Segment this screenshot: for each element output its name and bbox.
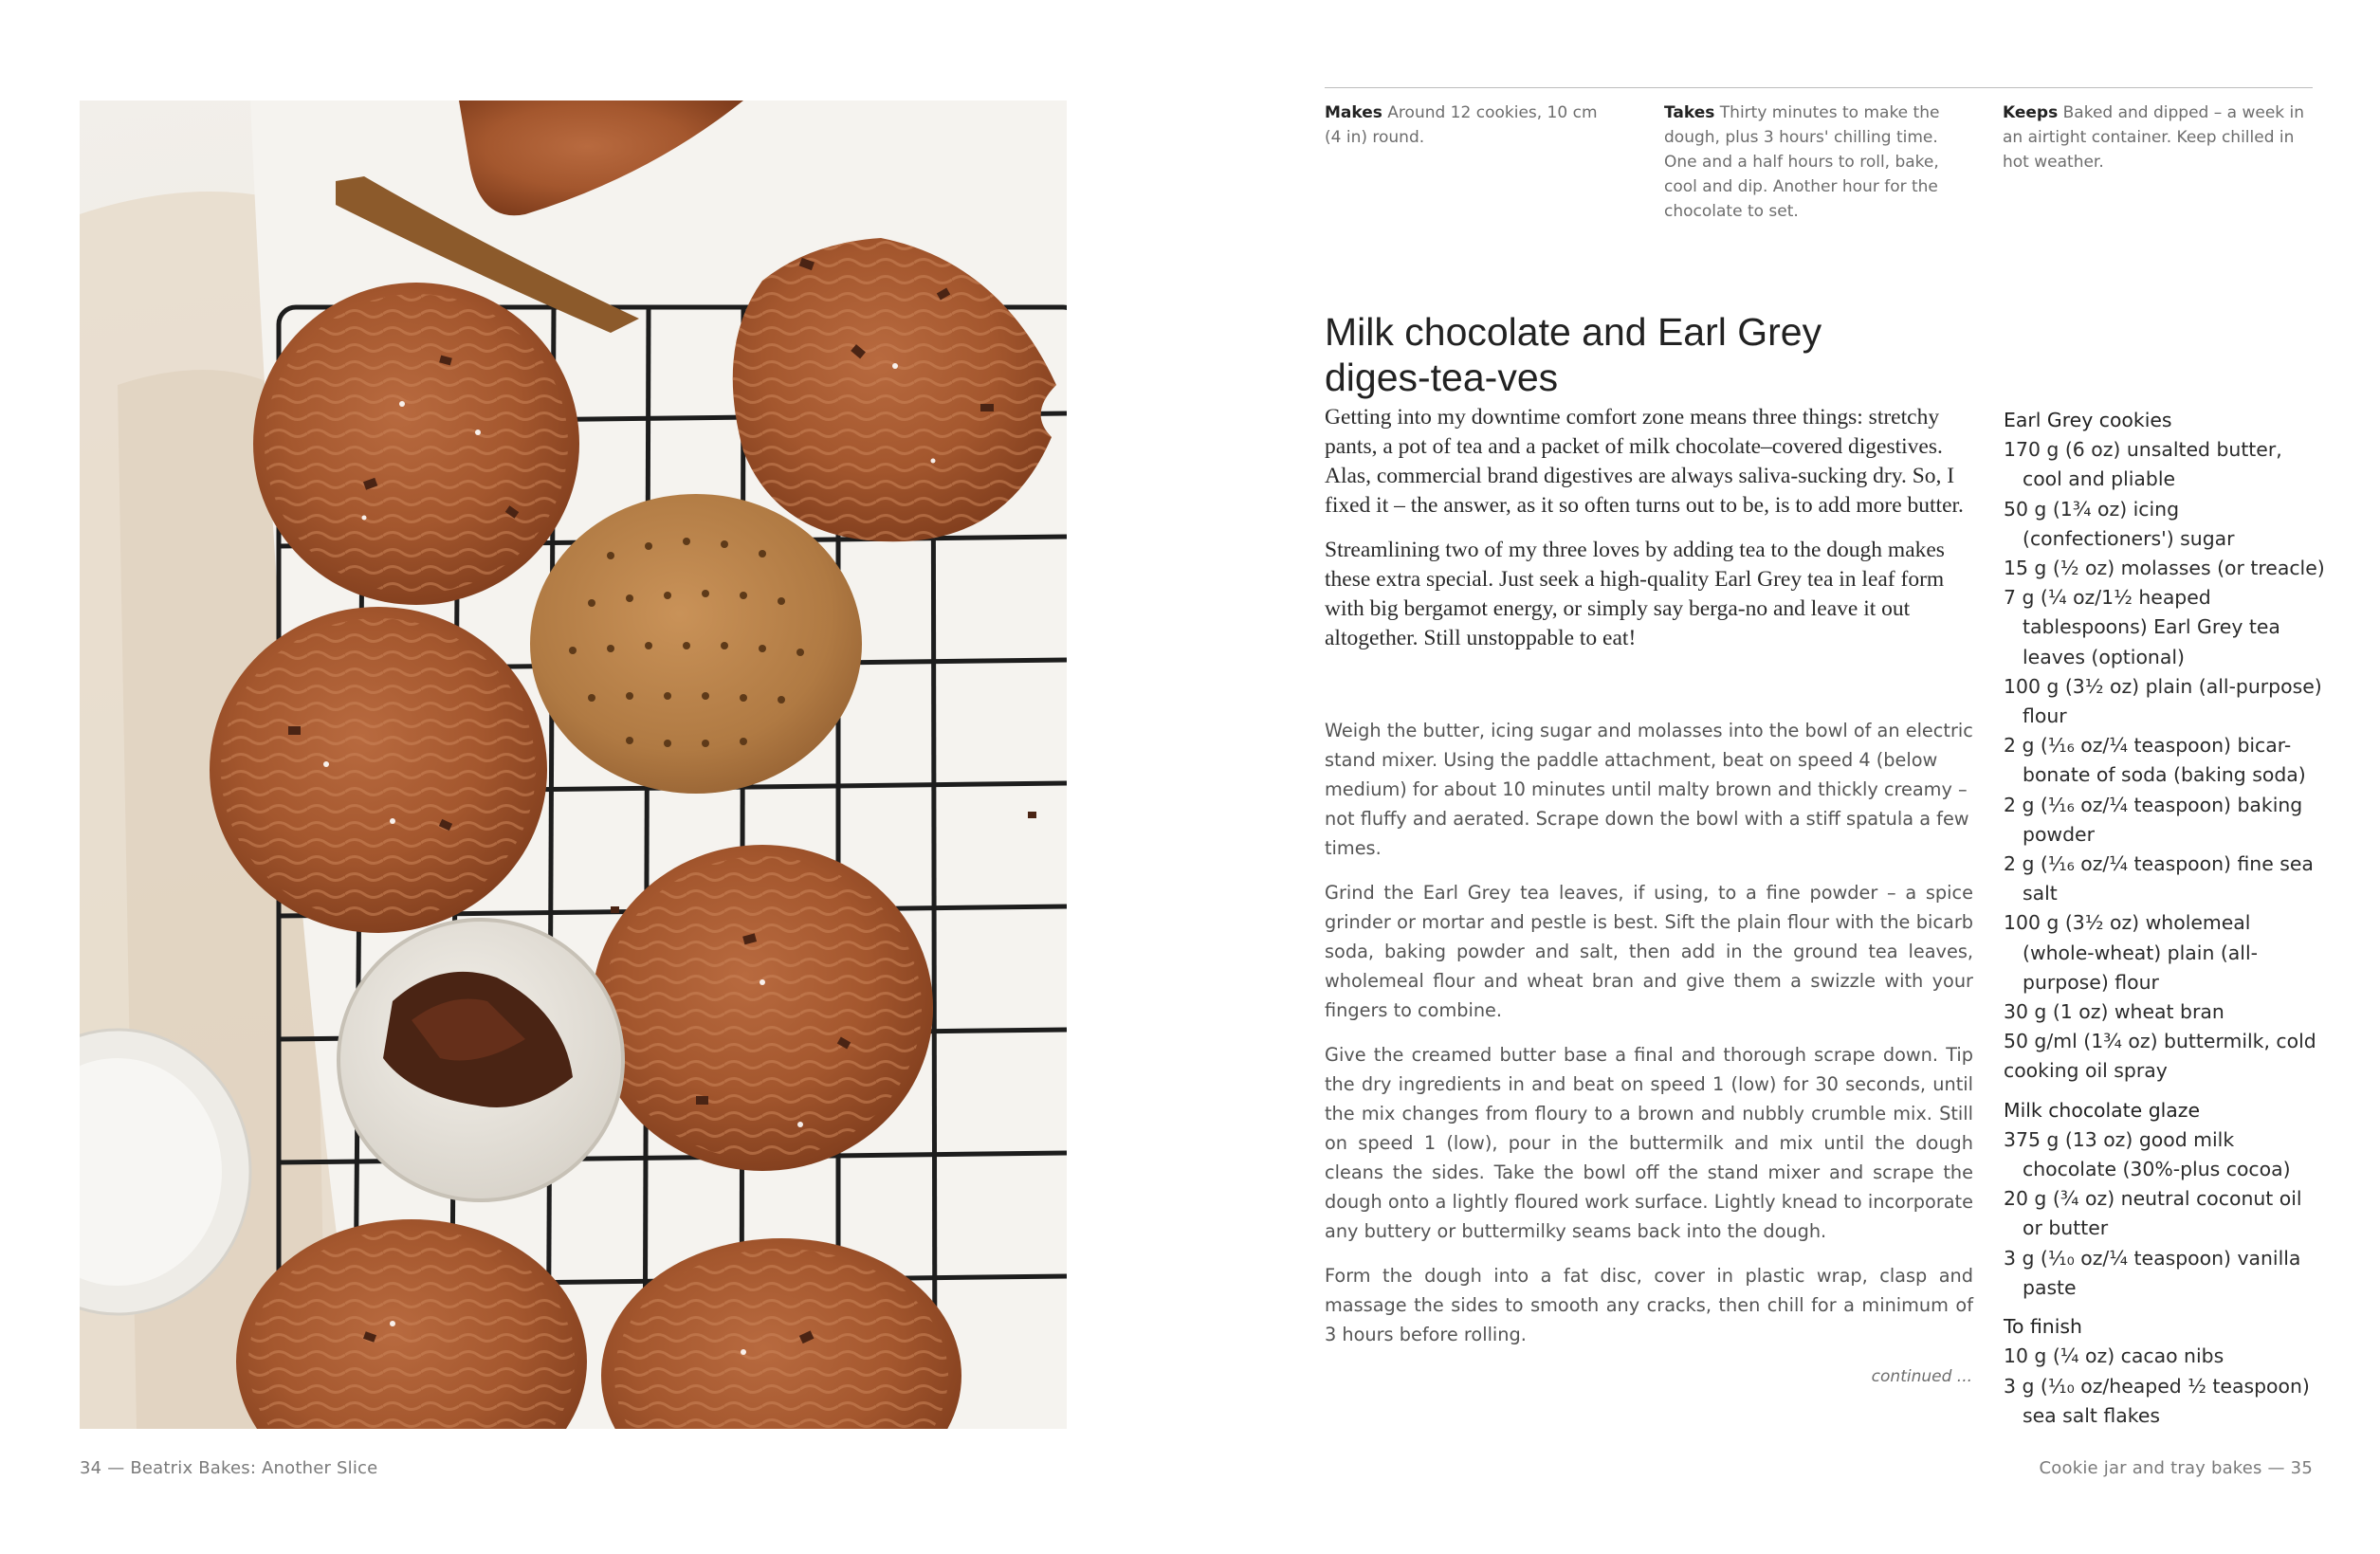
chocolate-cookie: [253, 283, 579, 605]
ingredient-item: 3 g (¹⁄₁₀ oz/¼ teaspoon) vanilla paste: [2004, 1246, 2301, 1299]
ingredient-item: 2 g (¹⁄₁₆ oz/¼ teaspoon) fine sea salt: [2004, 852, 2314, 905]
method-step: Grind the Earl Grey tea leaves, if using, to a fine powder – a spice grinder or mortar and pestle is best. Sift the plain flour with the bicarb soda, baking powder and salt, then add in the ground tea leaves, wholemeal flour and wheat bran and give them a swizzle with your fingers to combine.: [1325, 882, 1973, 1021]
chocolate-cookie: [210, 607, 547, 933]
chocolate-cookie: [592, 845, 933, 1171]
ingredient-item: 3 g (¹⁄₁₀ oz/heaped ½ teaspoon) sea salt flakes: [2004, 1374, 2310, 1427]
recipe-title: [1325, 309, 1988, 400]
method-step: Give the creamed butter base a final and thorough scrape down. Tip the dry ingredients in and beat on speed 1 (low) for 30 seconds, until the mix changes from floury to a brown and nubbly crumble mix. Still on speed 1 (low), pour in the buttermilk and mix until the dough cleans the sides. Take the bowl off the stand mixer and scrape the dough onto a lightly floured work surface. Lightly knead to incorporate any buttery or buttermilky seams back into the dough.: [1325, 1044, 1973, 1242]
takes-info: [1664, 101, 1963, 224]
footer-left-page-number: 34 — Beatrix Bakes: Another Slice: [80, 1458, 378, 1478]
makes-info: [1325, 101, 1609, 150]
intro-paragraph: Streamlining two of my three loves by adding tea to the dough makes these extra special. Just seek a high-quality Earl Grey tea in leaf form with big bergamot energy, or simply say berga-no and leave it out altogether. Still unstoppable to eat!: [1325, 538, 1945, 650]
ingredient-item: 20 g (¾ oz) neutral coconut oil or butter: [2004, 1187, 2302, 1240]
method-step: Form the dough into a fat disc, cover in plastic wrap, clasp and massage the sides to smooth any cracks, then chill for a minimum of 3 hours before rolling.: [1325, 1265, 1973, 1345]
plain-digestive-cookie: [530, 494, 862, 794]
ingredient-item: 2 g (¹⁄₁₆ oz/¼ teaspoon) baking powder: [2004, 793, 2303, 846]
food-photo: [80, 101, 1067, 1429]
footer-right-page-number: Cookie jar and tray bakes — 35: [2039, 1458, 2313, 1478]
ingredient-item: 170 g (6 oz) unsalted butter, cool and pliable: [2004, 438, 2282, 491]
continued-note: continued ...: [1871, 1367, 1972, 1386]
ingredient-item: 50 g (1¾ oz) icing (confectioners') sugar: [2004, 497, 2235, 550]
ingredient-item: cooking oil spray: [2004, 1059, 2168, 1083]
ingredient-item: 7 g (¼ oz/1½ heaped tablespoons) Earl Grey tea leaves (optional): [2004, 586, 2280, 668]
ingredient-item: 30 g (1 oz) wheat bran: [2004, 1000, 2224, 1024]
makes-text: Around 12 cookies, 10 cm (4 in) round.: [1325, 103, 1598, 147]
takes-text: Thirty minutes to make the dough, plus 3 hours' chilling time. One and a half hours to roll, bake, cool and dip. Another hour for the chocolate to set.: [1664, 103, 1940, 221]
recipe-title-line-2: diges-tea-ves: [1325, 356, 1559, 400]
ingredient-item: 50 g/ml (1¾ oz) buttermilk, cold: [2004, 1030, 2316, 1053]
ingredient-item: 100 g (3½ oz) wholemeal (whole-wheat) plain (all-purpose) flour: [2004, 911, 2258, 994]
ingredient-item: 2 g (¹⁄₁₆ oz/¼ teaspoon) bicar-bonate of soda (baking soda): [2004, 734, 2306, 787]
recipe-title-line-1: Milk chocolate and Earl Grey: [1325, 310, 1822, 355]
ingredient-group-title: To finish: [2004, 1315, 2082, 1339]
ingredients-list: [2004, 406, 2326, 1431]
ingredient-group-title: Milk chocolate glaze: [2004, 1098, 2201, 1122]
intro-paragraph: Getting into my downtime comfort zone means three things: stretchy pants, a pot of tea and a packet of milk chocolate–covered digestives. Alas, commercial brand digestives are always saliva-sucking dry. So, I fixed it – the answer, as it so often turns out to be, is to add more butter.: [1325, 405, 1964, 518]
keeps-info: [2003, 101, 2306, 174]
takes-label: Takes: [1664, 103, 1715, 122]
recipe-method: [1325, 716, 1973, 1364]
ingredient-item: 100 g (3½ oz) plain (all-purpose) flour: [2004, 674, 2322, 728]
ingredient-group-title: Earl Grey cookies: [2004, 409, 2172, 431]
recipe-introduction: [1325, 403, 1973, 668]
digestive-cookies-illustration: [80, 101, 1067, 1429]
header-rule: [1325, 87, 2313, 88]
cacao-nib-bowl: [339, 920, 623, 1200]
ingredient-item: 15 g (½ oz) molasses (or treacle): [2004, 557, 2325, 580]
ingredient-item: 375 g (13 oz) good milk chocolate (30%-plus cocoa): [2004, 1127, 2291, 1181]
keeps-text: Baked and dipped – a week in an airtight container. Keep chilled in hot weather.: [2003, 103, 2305, 172]
makes-label: Makes: [1325, 103, 1382, 122]
method-step: Weigh the butter, icing sugar and molasses into the bowl of an electric stand mixer. Using the paddle attachment, beat on speed 4 (below medium) for about 10 minutes until malty brown and thickly creamy – not fluffy and aerated. Scrape down the bowl with a stiff spatula a few times.: [1325, 720, 1973, 859]
keeps-label: Keeps: [2003, 103, 2059, 122]
ingredient-item: 10 g (¼ oz) cacao nibs: [2004, 1344, 2224, 1368]
